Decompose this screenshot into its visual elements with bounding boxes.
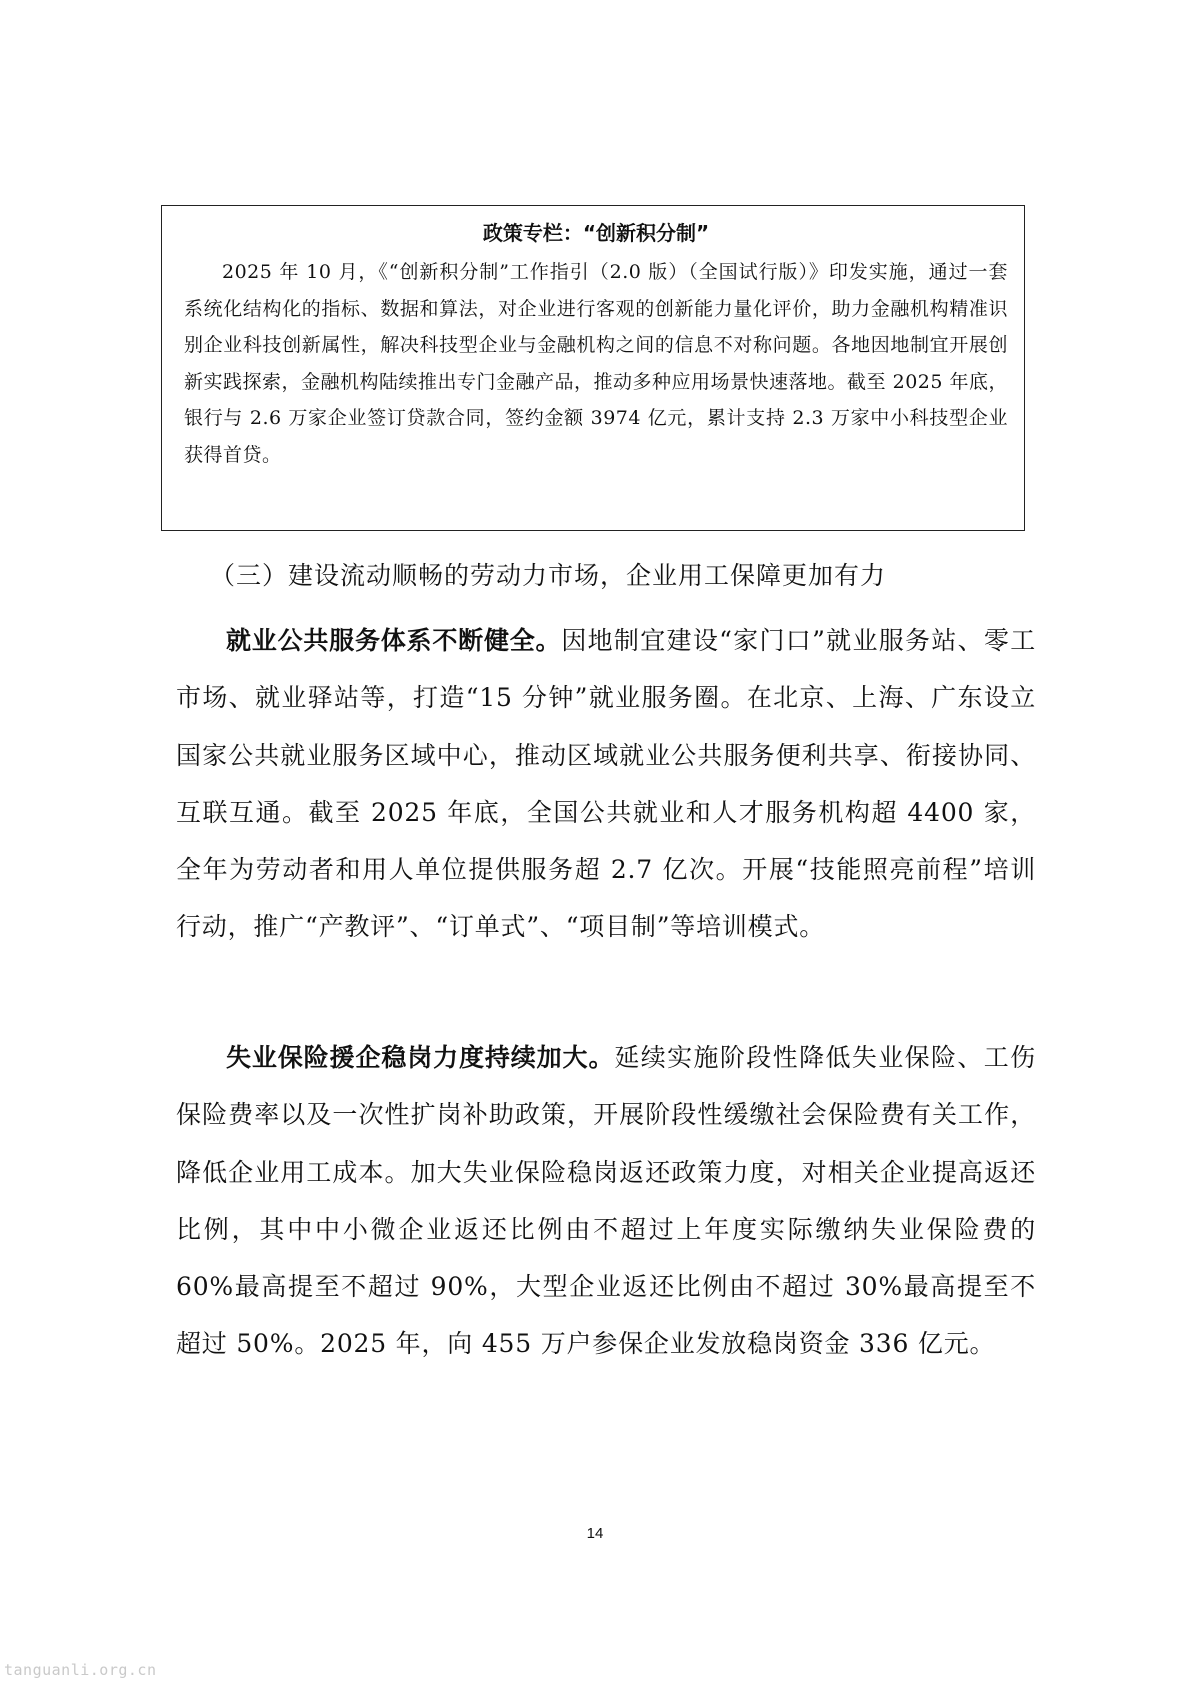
paragraph-unemployment-insurance <box>176 1029 1036 1373</box>
page-number: 14 <box>586 1525 604 1542</box>
paragraph-text: 延续实施阶段性降低失业保险、工伤保险费率以及一次性扩岗补助政策，开展阶段性缓缴社会保险费有关工作，降低企业用工成本。加大失业保险稳岗返还政策力度，对相关企业提高返还比例，其中中小微企业返还比例由不超过上年度实际缴纳失业保险费的 60%最高提至不超过 90%，大型企业返还比例由不超过 30%最高提至不超过 50%。2025 年，向 455 万户参保企业发放稳岗资金 336 亿元。 <box>176 1043 1036 1359</box>
paragraph-lead: 就业公共服务体系不断健全。 <box>226 626 562 655</box>
paragraph-text: 因地制宜建设“家门口”就业服务站、零工市场、就业驿站等，打造“15 分钟”就业服务圈。在北京、上海、广东设立国家公共就业服务区域中心，推动区域就业公共服务便利共享、衔接协同、互联互通。截至 2025 年底，全国公共就业和人才服务机构超 4400 家，全年为劳动者和用人单位提供服务超 2.7 亿次。开展“技能照亮前程”培训行动，推广“产教评”、“订单式”、“项目制”等培训模式。 <box>176 626 1037 942</box>
section-heading: （三）建设流动顺畅的劳动力市场，企业用工保障更加有力 <box>210 561 887 590</box>
watermark-url: tanguanli.org.cn <box>4 1661 157 1679</box>
policy-column-title: 政策专栏：“创新积分制” <box>482 221 710 245</box>
paragraph-lead: 失业保险援企稳岗力度持续加大。 <box>226 1043 615 1072</box>
paragraph-employment-services <box>176 612 1036 956</box>
policy-column-body: 2025 年 10 月，《“创新积分制”工作指引（2.0 版）（全国试行版）》印发实施，通过一套系统化结构化的指标、数据和算法，对企业进行客观的创新能力量化评价，助力金融机构精准识别企业科技创新属性，解决科技型企业与金融机构之间的信息不对称问题。各地因地制宜开展创新实践探索，金融机构陆续推出专门金融产品，推动多种应用场景快速落地。截至 2025 年底，银行与 2.6 万家企业签订贷款合同，签约金额 3974 亿元，累计支持 2.3 万家中小科技型企业获得首贷。 <box>184 261 1008 466</box>
policy-column-box <box>161 205 1025 531</box>
